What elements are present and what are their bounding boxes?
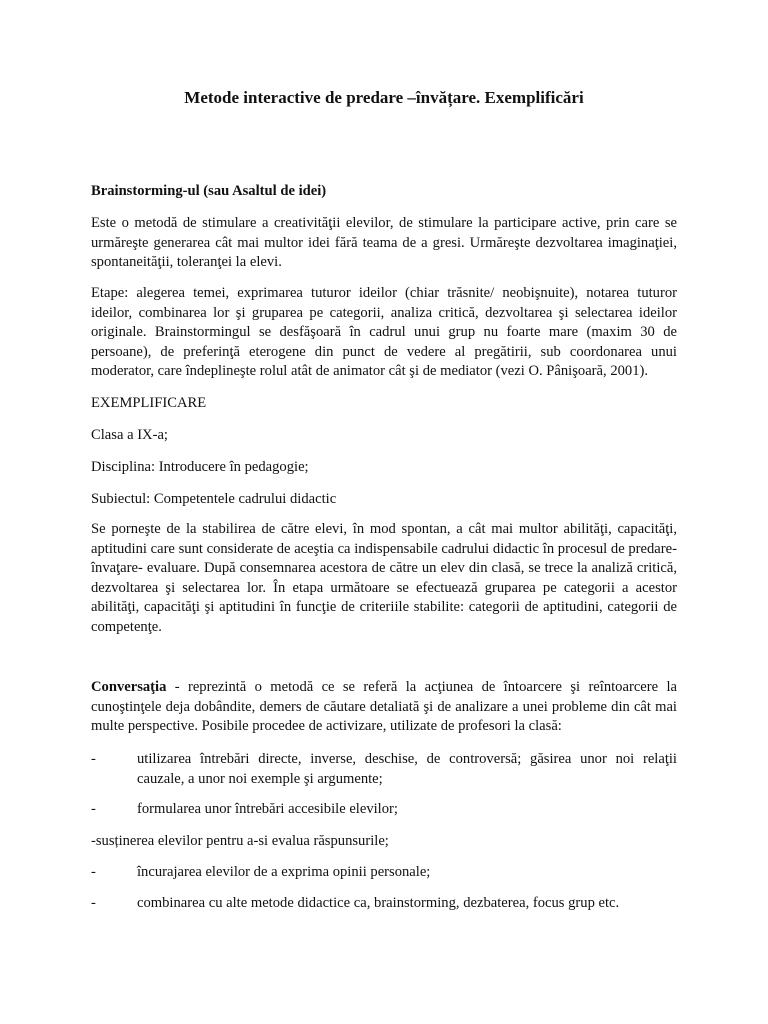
list-item xyxy=(91,863,677,883)
example-discipline: Disciplina: Introducere în pedagogie; xyxy=(91,459,309,475)
conversatia-term: Conversaţia xyxy=(91,679,167,695)
example-class: Clasa a IX-a; xyxy=(91,427,168,443)
list-item-text: încurajarea elevilor de a exprima opinii personale; xyxy=(137,864,431,880)
conversatia-paragraph xyxy=(91,678,677,737)
example-subject: Subiectul: Competentele cadrului didactic xyxy=(91,491,337,507)
list-item xyxy=(91,800,677,820)
list-dash: - xyxy=(91,895,96,911)
conversatia-definition: - reprezintă o metodă ce se referă la acţiunea de întoarcere şi reîntoarcere la cunoştinţele deja dobândite, demers de căutare detaliată şi de analizare a unei probleme din cât mai multe perspective. Posibile procedee de activizare, utilizate de profesori la clasă: xyxy=(91,679,677,735)
list-item-text: formularea unor întrebări accesibile elevilor; xyxy=(137,801,398,817)
list-item xyxy=(91,750,677,789)
list-item-plain: -susținerea elevilor pentru a-si evalua răspunsurile; xyxy=(91,833,389,849)
example-label: EXEMPLIFICARE xyxy=(91,395,207,411)
brainstorming-heading: Brainstorming-ul (sau Asaltul de idei) xyxy=(91,183,327,199)
list-dash: - xyxy=(91,864,96,880)
list-dash: - xyxy=(91,751,96,767)
list-item-text: utilizarea întrebări directe, inverse, deschise, de controversă; găsirea unor noi relaţii cauzale, a unor noi exemple şi argumente; xyxy=(137,751,677,787)
example-description: Se porneşte de la stabilirea de către elevi, în mod spontan, a cât mai multor abilităţi, capacităţi, aptitudini care sunt considerate de aceştia ca indispensabile cadrului didactic în procesul de predare- învaţare- evaluare. După consemnarea acestora de către un elev din clasă, se trece la analiză critică, dezvoltarea şi selectarea lor. În etapa următoare se efectuează gruparea pe categorii a acestor abilităţi, capacităţi şi aptitudini în funcţie de criteriile stabilite: categorii de aptitudini, categorii de competenţe. xyxy=(91,521,677,635)
list-item-text: combinarea cu alte metode didactice ca, brainstorming, dezbaterea, focus grup etc. xyxy=(137,895,620,911)
list-item xyxy=(91,894,677,914)
brainstorming-definition: Este o metodă de stimulare a creativităţii elevilor, de stimulare la participare active, prin care se urmăreşte generarea cât mai multor idei fără teama de a gresi. Urmăreşte dezvoltarea imaginaţiei, spontaneităţii, toleranţei la elevi. xyxy=(91,215,677,271)
list-dash: - xyxy=(91,801,96,817)
brainstorming-stages: Etape: alegerea temei, exprimarea tuturor ideilor (chiar trăsnite/ neobişnuite), notarea tuturor ideilor, combinarea lor şi gruparea pe categorii, analiza critică, dezvoltarea şi selectarea ideilor originale. Brainstormingul se desfăşoară în cadrul unui grup nu foarte mare (maxim 30 de persoane), de preferinţă eterogene din punct de vedere al pregătirii, sub coordonarea unui moderator, care îndeplineşte rolul atât de animator cât şi de mediator (vezi O. Pânişoară, 2001). xyxy=(91,285,677,380)
document-title: Metode interactive de predare –învățare. Exemplificări xyxy=(184,88,584,107)
